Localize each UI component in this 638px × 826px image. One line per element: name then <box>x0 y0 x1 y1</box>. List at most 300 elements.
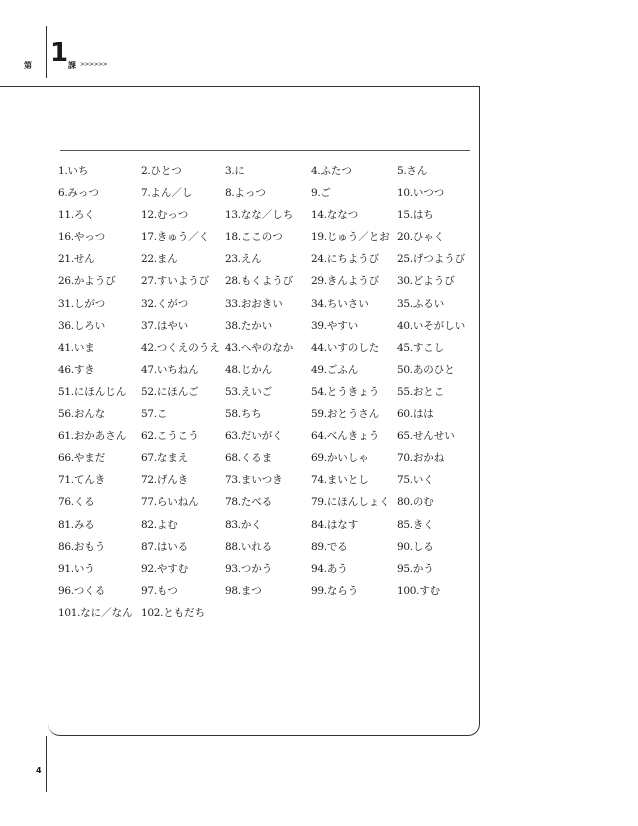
answer-text: ここのつ <box>240 231 283 244</box>
answer-item <box>397 270 478 292</box>
answer-item <box>397 425 478 447</box>
answer-item <box>311 160 397 182</box>
answer-number: 72. <box>141 474 157 487</box>
lesson-number: 1 <box>50 38 69 68</box>
answer-text: はなす <box>326 518 359 531</box>
answer-item <box>141 270 225 292</box>
answer-number: 68. <box>225 452 241 465</box>
answer-item <box>225 248 311 270</box>
answer-text: かようび <box>73 275 116 288</box>
answer-text: はいる <box>156 540 189 553</box>
header-divider-line <box>46 26 47 78</box>
answer-text: せん <box>73 253 95 266</box>
answer-number: 95. <box>397 562 413 575</box>
answer-item <box>141 293 225 315</box>
footer-divider-line <box>46 736 47 792</box>
answer-text: みる <box>73 518 95 531</box>
answer-item <box>311 293 397 315</box>
answer-item <box>397 337 478 359</box>
answer-number: 26. <box>58 275 74 288</box>
answer-text: よっつ <box>234 187 266 200</box>
answer-number: 45. <box>397 341 413 354</box>
answer-item <box>58 359 141 381</box>
answer-number: 102. <box>141 606 164 619</box>
answer-number: 52. <box>141 385 157 398</box>
answer-item <box>141 602 225 624</box>
answer-item <box>141 447 225 469</box>
answer-number: 46. <box>58 363 74 376</box>
answer-text: やすい <box>326 319 359 332</box>
answer-text: どようび <box>412 275 455 288</box>
answer-item <box>397 293 478 315</box>
answer-text: とうきょう <box>326 385 380 398</box>
answer-number: 74. <box>311 474 327 487</box>
answer-item <box>311 226 397 248</box>
answer-item <box>58 558 141 580</box>
answer-text: に <box>234 165 245 177</box>
answer-number: 55. <box>397 385 413 398</box>
answer-item <box>58 337 141 359</box>
answer-number: 39. <box>311 319 327 332</box>
answer-number: 93. <box>225 562 241 575</box>
answer-number: 15. <box>397 209 413 222</box>
answer-text: つくる <box>73 584 106 597</box>
answer-item <box>141 425 225 447</box>
answer-text: えん <box>240 253 262 266</box>
answer-item <box>141 160 225 182</box>
answer-text: みっつ <box>67 187 99 200</box>
answer-text: たべる <box>240 496 273 509</box>
answer-item <box>225 381 311 403</box>
answer-number: 94. <box>311 562 327 575</box>
answer-text: よむ <box>156 518 178 531</box>
answer-text: じゅう／とお <box>326 231 390 244</box>
answer-item <box>225 469 311 491</box>
answer-text: いちねん <box>156 363 199 376</box>
answer-item <box>311 359 397 381</box>
answer-number: 91. <box>58 562 74 575</box>
answer-number: 90. <box>397 540 413 553</box>
answer-text: かく <box>240 518 262 531</box>
answer-number: 29. <box>311 275 327 288</box>
answer-number: 84. <box>311 518 327 531</box>
answer-item <box>58 536 141 558</box>
answer-item <box>397 403 478 425</box>
answer-item <box>58 602 141 624</box>
lesson-prefix: 第 <box>24 61 32 70</box>
answer-number: 18. <box>225 231 241 244</box>
answer-text: ならう <box>326 584 359 597</box>
answer-number: 47. <box>141 363 157 376</box>
answer-item <box>141 315 225 337</box>
answer-number: 10. <box>397 187 413 200</box>
answer-number: 21. <box>58 253 74 266</box>
answer-number: 61. <box>58 430 74 443</box>
answer-text: すむ <box>419 584 441 597</box>
answer-text: いう <box>73 562 95 575</box>
answer-text: くがつ <box>156 297 189 310</box>
answer-number: 87. <box>141 540 157 553</box>
answer-item <box>141 469 225 491</box>
answer-text: おおきい <box>240 297 283 310</box>
answer-number: 23. <box>225 253 241 266</box>
answer-text: にちようび <box>326 253 380 266</box>
answer-number: 88. <box>225 540 241 553</box>
answer-box-rule <box>60 150 470 151</box>
answer-number: 54. <box>311 385 327 398</box>
answer-number: 41. <box>58 341 74 354</box>
answer-item <box>311 514 397 536</box>
answer-text: やまだ <box>73 452 106 465</box>
answer-number: 67. <box>141 452 157 465</box>
answer-item <box>58 491 141 513</box>
answer-item <box>225 359 311 381</box>
answer-text: だいがく <box>240 430 283 443</box>
answer-item <box>397 447 478 469</box>
answer-item <box>311 337 397 359</box>
answer-text: まつ <box>240 584 262 597</box>
answer-text: あう <box>326 562 348 575</box>
answer-item <box>58 447 141 469</box>
answer-item <box>225 315 311 337</box>
answer-number: 73. <box>225 474 241 487</box>
answer-item <box>141 248 225 270</box>
answer-item <box>58 315 141 337</box>
answer-number: 97. <box>141 584 157 597</box>
answer-item <box>397 536 478 558</box>
answer-item <box>141 580 225 602</box>
answer-text: きゅう／く <box>156 231 210 244</box>
answer-item <box>397 514 478 536</box>
lesson-suffix: 課 <box>68 61 76 70</box>
answer-text: げつようび <box>412 253 466 266</box>
answer-item <box>225 447 311 469</box>
answer-text: あのひと <box>412 363 455 376</box>
answer-number: 38. <box>225 319 241 332</box>
answer-number: 82. <box>141 518 157 531</box>
answer-item <box>225 226 311 248</box>
answer-item <box>397 248 478 270</box>
answer-number: 43. <box>225 341 241 354</box>
answer-item <box>141 204 225 226</box>
answer-number: 65. <box>397 430 413 443</box>
answer-text: おとうさん <box>326 408 380 421</box>
answer-number: 27. <box>141 275 157 288</box>
answer-item <box>58 160 141 182</box>
answer-number: 40. <box>397 319 413 332</box>
answer-text: はち <box>412 209 434 222</box>
answer-number: 2. <box>141 165 151 177</box>
answer-text: つかう <box>240 562 273 575</box>
answer-text: ご <box>320 187 331 200</box>
answer-number: 31. <box>58 297 74 310</box>
answer-text: しる <box>412 540 434 553</box>
answer-item <box>58 514 141 536</box>
answer-item <box>141 558 225 580</box>
answer-text: のむ <box>412 496 434 509</box>
answer-item <box>311 270 397 292</box>
answer-number: 20. <box>397 231 413 244</box>
answer-text: なまえ <box>156 452 189 465</box>
answer-text: おかね <box>412 452 445 465</box>
answer-item <box>58 580 141 602</box>
answer-item <box>397 469 478 491</box>
answer-item <box>225 182 311 204</box>
answer-item <box>141 381 225 403</box>
answer-item <box>397 491 478 513</box>
answer-number: 99. <box>311 584 327 597</box>
answer-text: いつつ <box>412 187 445 200</box>
answer-number: 101. <box>58 606 81 619</box>
answer-number: 77. <box>141 496 157 509</box>
answer-item <box>141 491 225 513</box>
answer-text: おとこ <box>412 385 445 398</box>
answer-text: いち <box>67 165 89 177</box>
answer-item <box>225 580 311 602</box>
answer-text: しがつ <box>73 297 106 310</box>
answer-item <box>397 204 478 226</box>
answer-number: 8. <box>225 187 235 200</box>
answer-number: 22. <box>141 253 157 266</box>
answer-number: 58. <box>225 408 241 421</box>
answer-text: いく <box>412 474 434 487</box>
answer-number: 49. <box>311 363 327 376</box>
answer-text: ごふん <box>326 363 359 376</box>
answer-text: なな／しち <box>240 209 294 222</box>
answer-text: にほんじん <box>73 385 127 398</box>
answer-text: にほんしょく <box>326 496 390 509</box>
answer-item <box>225 270 311 292</box>
answer-item <box>58 425 141 447</box>
answer-item <box>311 491 397 513</box>
answer-text: せんせい <box>412 430 455 443</box>
answer-item <box>225 337 311 359</box>
answer-number: 30. <box>397 275 413 288</box>
answer-item <box>225 558 311 580</box>
answer-number: 63. <box>225 430 241 443</box>
answer-text: たかい <box>240 319 273 332</box>
answer-item <box>311 248 397 270</box>
answer-item <box>397 359 478 381</box>
answer-text: いすのした <box>326 341 380 354</box>
answer-text: かう <box>412 562 434 575</box>
answer-item <box>311 447 397 469</box>
answer-text: きく <box>412 518 434 531</box>
answer-text: ちいさい <box>326 297 369 310</box>
answer-text: ろく <box>73 209 95 222</box>
answer-item <box>141 514 225 536</box>
answer-number: 75. <box>397 474 413 487</box>
answer-number: 32. <box>141 297 157 310</box>
answer-item <box>225 160 311 182</box>
answer-number: 56. <box>58 408 74 421</box>
answer-number: 92. <box>141 562 157 575</box>
answer-number: 86. <box>58 540 74 553</box>
answer-item <box>311 403 397 425</box>
answer-number: 50. <box>397 363 413 376</box>
answer-text: ふたつ <box>320 165 352 177</box>
answer-text: すいようび <box>156 275 210 288</box>
answer-text: らいねん <box>156 496 199 509</box>
answer-number: 5. <box>397 165 407 177</box>
answer-number: 34. <box>311 297 327 310</box>
answer-number: 83. <box>225 518 241 531</box>
answer-item <box>311 536 397 558</box>
answer-number: 16. <box>58 231 74 244</box>
answer-text: ひゃく <box>412 231 445 244</box>
answer-number: 9. <box>311 187 321 200</box>
answer-item <box>311 558 397 580</box>
answer-item <box>58 248 141 270</box>
answer-item <box>311 315 397 337</box>
answer-number: 100. <box>397 584 420 597</box>
answer-text: やっつ <box>73 231 106 244</box>
answer-number: 37. <box>141 319 157 332</box>
answer-number: 11. <box>58 209 74 222</box>
answer-text: やすむ <box>156 562 189 575</box>
answer-number: 85. <box>397 518 413 531</box>
answer-item <box>58 226 141 248</box>
answer-item <box>58 270 141 292</box>
answer-text: すこし <box>412 341 445 354</box>
answer-text: こ <box>156 408 168 421</box>
answer-text: ちち <box>240 408 262 421</box>
answer-item <box>397 558 478 580</box>
answer-number: 17. <box>141 231 157 244</box>
answer-text: はは <box>412 408 434 421</box>
answer-number: 62. <box>141 430 157 443</box>
answer-item <box>311 381 397 403</box>
answer-text: はやい <box>156 319 189 332</box>
answer-item <box>141 403 225 425</box>
answer-item <box>225 204 311 226</box>
answer-number: 71. <box>58 474 74 487</box>
answer-text: くる <box>73 496 95 509</box>
answer-item <box>58 204 141 226</box>
answer-item <box>311 182 397 204</box>
answer-text: まん <box>156 253 178 266</box>
answer-text: もくようび <box>240 275 294 288</box>
answer-item <box>225 425 311 447</box>
answer-item <box>225 514 311 536</box>
answer-number: 7. <box>141 187 151 200</box>
answer-item <box>141 226 225 248</box>
header-rule <box>0 86 48 87</box>
answer-text: もつ <box>156 584 178 597</box>
answer-item <box>141 536 225 558</box>
answer-item <box>311 469 397 491</box>
answer-number: 76. <box>58 496 74 509</box>
answer-text: おんな <box>73 408 106 421</box>
answer-text: へやのなか <box>240 341 294 354</box>
answer-item <box>58 469 141 491</box>
answer-item <box>141 337 225 359</box>
answer-number: 35. <box>397 297 413 310</box>
answer-number: 79. <box>311 496 327 509</box>
answer-number: 33. <box>225 297 241 310</box>
answer-item <box>311 425 397 447</box>
answer-text: まいとし <box>326 474 369 487</box>
answer-grid <box>58 160 478 624</box>
answer-text: いま <box>73 341 95 354</box>
answer-number: 81. <box>58 518 74 531</box>
answer-text: いれる <box>240 540 273 553</box>
answer-item <box>225 403 311 425</box>
answer-item <box>397 381 478 403</box>
answer-text: すき <box>73 363 95 376</box>
answer-item <box>397 226 478 248</box>
answer-text: いそがしい <box>412 319 466 332</box>
answer-text: きんようび <box>326 275 380 288</box>
answer-number: 19. <box>311 231 327 244</box>
answer-item <box>397 182 478 204</box>
answer-item <box>141 359 225 381</box>
answer-text: まいつき <box>240 474 283 487</box>
answer-text: ひとつ <box>150 165 182 177</box>
answer-text: おもう <box>73 540 106 553</box>
answer-item <box>225 491 311 513</box>
answer-number: 78. <box>225 496 241 509</box>
answer-text: こうこう <box>156 430 199 443</box>
answer-item <box>397 160 478 182</box>
answer-number: 12. <box>141 209 157 222</box>
answer-text: なに／なん <box>80 606 133 619</box>
answer-number: 25. <box>397 253 413 266</box>
answer-number: 69. <box>311 452 327 465</box>
answer-number: 60. <box>397 408 413 421</box>
answer-item <box>225 293 311 315</box>
answer-text: えいご <box>240 385 273 398</box>
answer-text: おかあさん <box>73 430 127 443</box>
answer-text: にほんご <box>156 385 199 398</box>
answer-number: 1. <box>58 165 68 177</box>
answer-item <box>397 315 478 337</box>
answer-item <box>311 204 397 226</box>
answer-text: しろい <box>73 319 106 332</box>
answer-number: 28. <box>225 275 241 288</box>
answer-text: ともだち <box>163 606 206 619</box>
answer-item <box>58 381 141 403</box>
answer-number: 89. <box>311 540 327 553</box>
answer-text: つくえのうえ <box>156 341 220 354</box>
answer-number: 6. <box>58 187 68 200</box>
lesson-arrows: >>>>>> <box>80 61 108 68</box>
answer-text: てんき <box>73 474 106 487</box>
answer-item <box>58 403 141 425</box>
answer-item <box>141 182 225 204</box>
answer-number: 51. <box>58 385 74 398</box>
answer-number: 53. <box>225 385 241 398</box>
answer-number: 4. <box>311 165 321 177</box>
answer-text: かいしゃ <box>326 452 369 465</box>
answer-number: 36. <box>58 319 74 332</box>
answer-number: 59. <box>311 408 327 421</box>
answer-text: さん <box>406 165 428 177</box>
answer-text: げんき <box>156 474 189 487</box>
answer-number: 24. <box>311 253 327 266</box>
answer-text: むっつ <box>156 209 189 222</box>
answer-number: 13. <box>225 209 241 222</box>
answer-number: 66. <box>58 452 74 465</box>
answer-text: べんきょう <box>326 430 380 443</box>
answer-text: でる <box>326 540 348 553</box>
answer-item <box>311 580 397 602</box>
answer-item <box>58 182 141 204</box>
answer-text: ふるい <box>412 297 445 310</box>
answer-number: 42. <box>141 341 157 354</box>
answer-number: 48. <box>225 363 241 376</box>
answer-text: くるま <box>240 452 273 465</box>
